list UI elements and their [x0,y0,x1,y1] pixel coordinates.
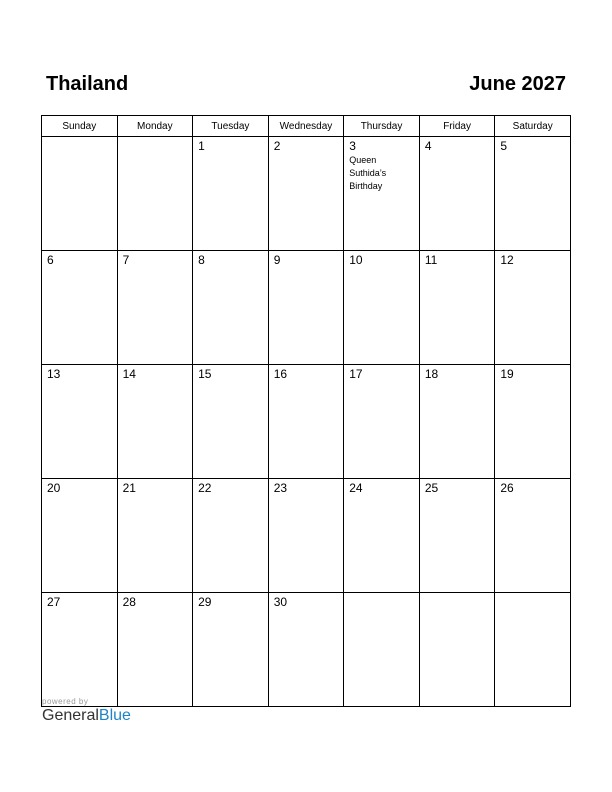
day-number: 6 [47,253,54,267]
day-cell [495,137,571,251]
day-cell [344,479,420,593]
day-number: 19 [500,367,514,381]
day-number: 11 [424,253,438,267]
weekday-sunday: Sunday [42,116,118,137]
day-cell [268,137,344,251]
week-row [42,251,571,365]
day-cell [117,137,193,251]
day-number: 12 [500,253,514,267]
day-number: 28 [122,595,136,609]
weekday-thursday: Thursday [344,116,420,137]
day-cell [495,479,571,593]
weekday-tuesday: Tuesday [193,116,269,137]
day-number: 22 [198,481,212,495]
weekday-wednesday: Wednesday [268,116,344,137]
day-number: 29 [198,595,212,609]
day-number: 16 [273,367,288,381]
brand-general: General [42,707,99,724]
day-cell [42,593,118,707]
day-cell [268,251,344,365]
week-row [42,137,571,251]
day-number: 21 [122,481,136,495]
day-cell [344,251,420,365]
day-cell [419,365,495,479]
day-cell [268,479,344,593]
month-title: June 2027 [469,72,566,95]
weekday-saturday: Saturday [495,116,571,137]
footer-branding [42,697,131,725]
day-cell [117,251,193,365]
country-title: Thailand [46,72,129,95]
day-cell [117,479,193,593]
day-cell [344,365,420,479]
day-number: 18 [424,367,439,381]
day-cell [193,137,269,251]
day-cell [495,593,571,707]
day-cell [42,479,118,593]
day-cell [117,365,193,479]
day-number: 1 [198,139,205,153]
day-number: 9 [273,253,281,267]
day-cell [419,479,495,593]
day-number: 10 [349,253,363,267]
day-cell [344,593,420,707]
day-number: 5 [500,139,508,153]
day-cell [419,593,495,707]
day-cell [193,251,269,365]
brand-blue: Blue [98,707,131,724]
day-number: 8 [198,253,205,267]
day-number: 3 [349,139,356,153]
day-number: 13 [47,367,61,381]
day-cell [193,365,269,479]
holiday-label: Queen Suthida’s Birthday [349,155,387,191]
day-number: 23 [273,481,288,495]
day-cell [42,365,118,479]
calendar-grid [41,115,571,707]
day-cell [419,251,495,365]
calendar-header [46,70,566,98]
day-cell [268,593,344,707]
week-row [42,365,571,479]
day-cell [42,251,118,365]
day-number: 30 [273,595,288,609]
day-cell [268,365,344,479]
day-cell [419,137,495,251]
day-cell [193,593,269,707]
day-number: 17 [349,367,363,381]
day-cell [193,479,269,593]
day-cell [495,251,571,365]
brand-logo [42,707,131,725]
weekday-monday: Monday [117,116,193,137]
day-number: 27 [47,595,61,609]
day-cell [344,137,420,251]
week-row [42,593,571,707]
day-number: 24 [349,481,363,495]
day-number: 25 [424,481,439,495]
day-number: 20 [47,481,61,495]
weekday-friday: Friday [419,116,495,137]
day-cell [42,137,118,251]
day-cell [495,365,571,479]
day-number: 7 [122,253,130,267]
powered-by-label: powered by [42,697,89,706]
day-number: 14 [122,367,136,381]
week-row [42,479,571,593]
day-number: 4 [424,139,432,153]
weekday-header-row [42,116,571,137]
day-number: 15 [198,367,212,381]
day-number: 2 [273,139,281,153]
day-cell [117,593,193,707]
day-number: 26 [500,481,514,495]
